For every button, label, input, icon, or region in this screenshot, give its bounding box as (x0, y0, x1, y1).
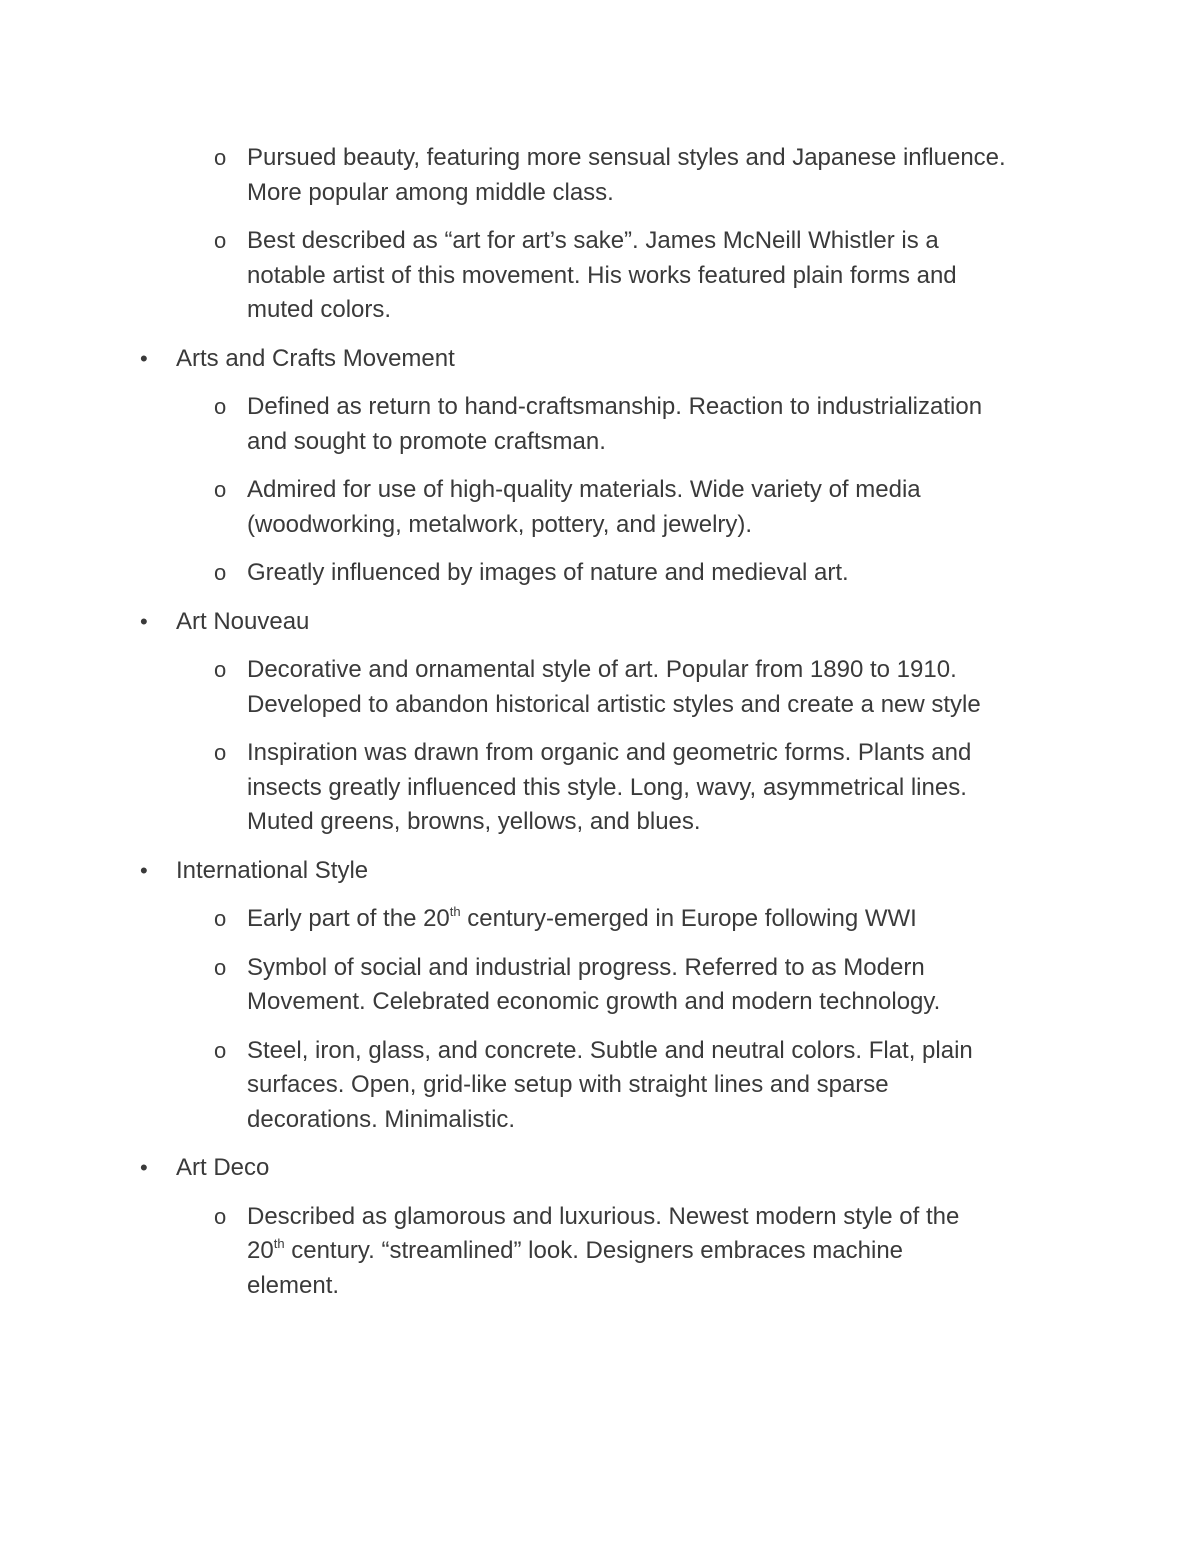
list-item (140, 556, 1060, 591)
text-line: decorations. Minimalistic. (247, 1105, 516, 1133)
list-item-heading (140, 1151, 1060, 1186)
text-line: Arts and Crafts Movement (176, 344, 455, 372)
sub-bullet-marker: o (214, 657, 227, 682)
list-item (140, 141, 1060, 210)
sub-bullet-marker: o (214, 954, 227, 980)
text-line: notable artist of this movement. His works featured plain forms and (247, 261, 957, 289)
list-item (140, 951, 1060, 1020)
list-item (140, 736, 1060, 840)
sub-bullet-marker: o (214, 394, 227, 419)
text-line: Steel, iron, glass, and concrete. Subtle and neutral colors. Flat, plain (247, 1036, 973, 1064)
bullet-marker: • (140, 1155, 148, 1180)
text-line: Movement. Celebrated economic growth and modern technology. (247, 988, 941, 1015)
text-line: Art Nouveau (176, 607, 310, 635)
list-item (140, 224, 1060, 328)
text-line: Admired for use of high-quality materials. Wide variety of media (247, 476, 921, 503)
sub-bullet-marker: o (214, 560, 227, 585)
text-line: Defined as return to hand-craftsmanship. Reaction to industrialization (247, 393, 983, 420)
sub-bullet-marker: o (214, 1203, 227, 1229)
text-line: Described as glamorous and luxurious. Newest modern style of the (247, 1202, 960, 1230)
text-line: insects greatly influenced this style. Long, wavy, asymmetrical lines. (247, 773, 967, 801)
text-line (247, 1234, 1060, 1269)
list-item (140, 653, 1060, 722)
text-line: Muted greens, browns, yellows, and blues. (247, 808, 701, 835)
text-line: More popular among middle class. (247, 178, 614, 206)
superscript: th (449, 904, 461, 919)
text-line: Developed to abandon historical artistic styles and create a new style (247, 690, 981, 718)
text-line: Symbol of social and industrial progress. Referred to as Modern (247, 953, 925, 981)
list-item (140, 473, 1060, 542)
text-line: and sought to promote craftsman. (247, 427, 606, 455)
text-line: muted colors. (247, 296, 392, 323)
text-segment: century. “streamlined” look. Designers embraces machine (284, 1237, 904, 1264)
outline-list (140, 141, 1060, 1317)
list-item-heading (140, 854, 1060, 889)
text-line: Greatly influenced by images of nature and medieval art. (247, 559, 849, 586)
text-line: Best described as “art for art’s sake”. James McNeill Whistler is a (247, 227, 939, 254)
text-line: (woodworking, metalwork, pottery, and jewelry). (247, 510, 753, 538)
list-item (140, 1034, 1060, 1138)
text-segment: 20 (247, 1237, 274, 1264)
bullet-marker: • (140, 345, 148, 371)
bullet-marker: • (140, 608, 148, 634)
text-segment: Early part of the 20 (247, 905, 450, 932)
sub-bullet-marker: o (214, 1037, 227, 1063)
list-item-heading (140, 605, 1060, 640)
sub-bullet-marker: o (214, 228, 227, 253)
text-line: Pursued beauty, featuring more sensual styles and Japanese influence. (247, 144, 1006, 171)
text-line: surfaces. Open, grid-like setup with straight lines and sparse (247, 1071, 889, 1098)
sub-bullet-marker: o (214, 145, 227, 170)
text-segment: century-emerged in Europe following WWI (460, 905, 917, 932)
sub-bullet-marker: o (214, 740, 227, 765)
text-line: Art Deco (176, 1154, 270, 1181)
text-line: element. (247, 1271, 340, 1299)
bullet-marker: • (140, 857, 148, 883)
sub-bullet-marker: o (214, 906, 227, 931)
superscript: th (273, 1236, 285, 1251)
list-item (140, 902, 1060, 937)
sub-bullet-marker: o (214, 477, 227, 502)
text-line: Decorative and ornamental style of art. Popular from 1890 to 1910. (247, 656, 957, 683)
text-line (247, 902, 1060, 937)
list-item (140, 390, 1060, 459)
list-item-heading (140, 342, 1060, 377)
text-line: International Style (176, 856, 369, 884)
list-item (140, 1200, 1060, 1304)
text-line: Inspiration was drawn from organic and geometric forms. Plants and (247, 739, 972, 766)
